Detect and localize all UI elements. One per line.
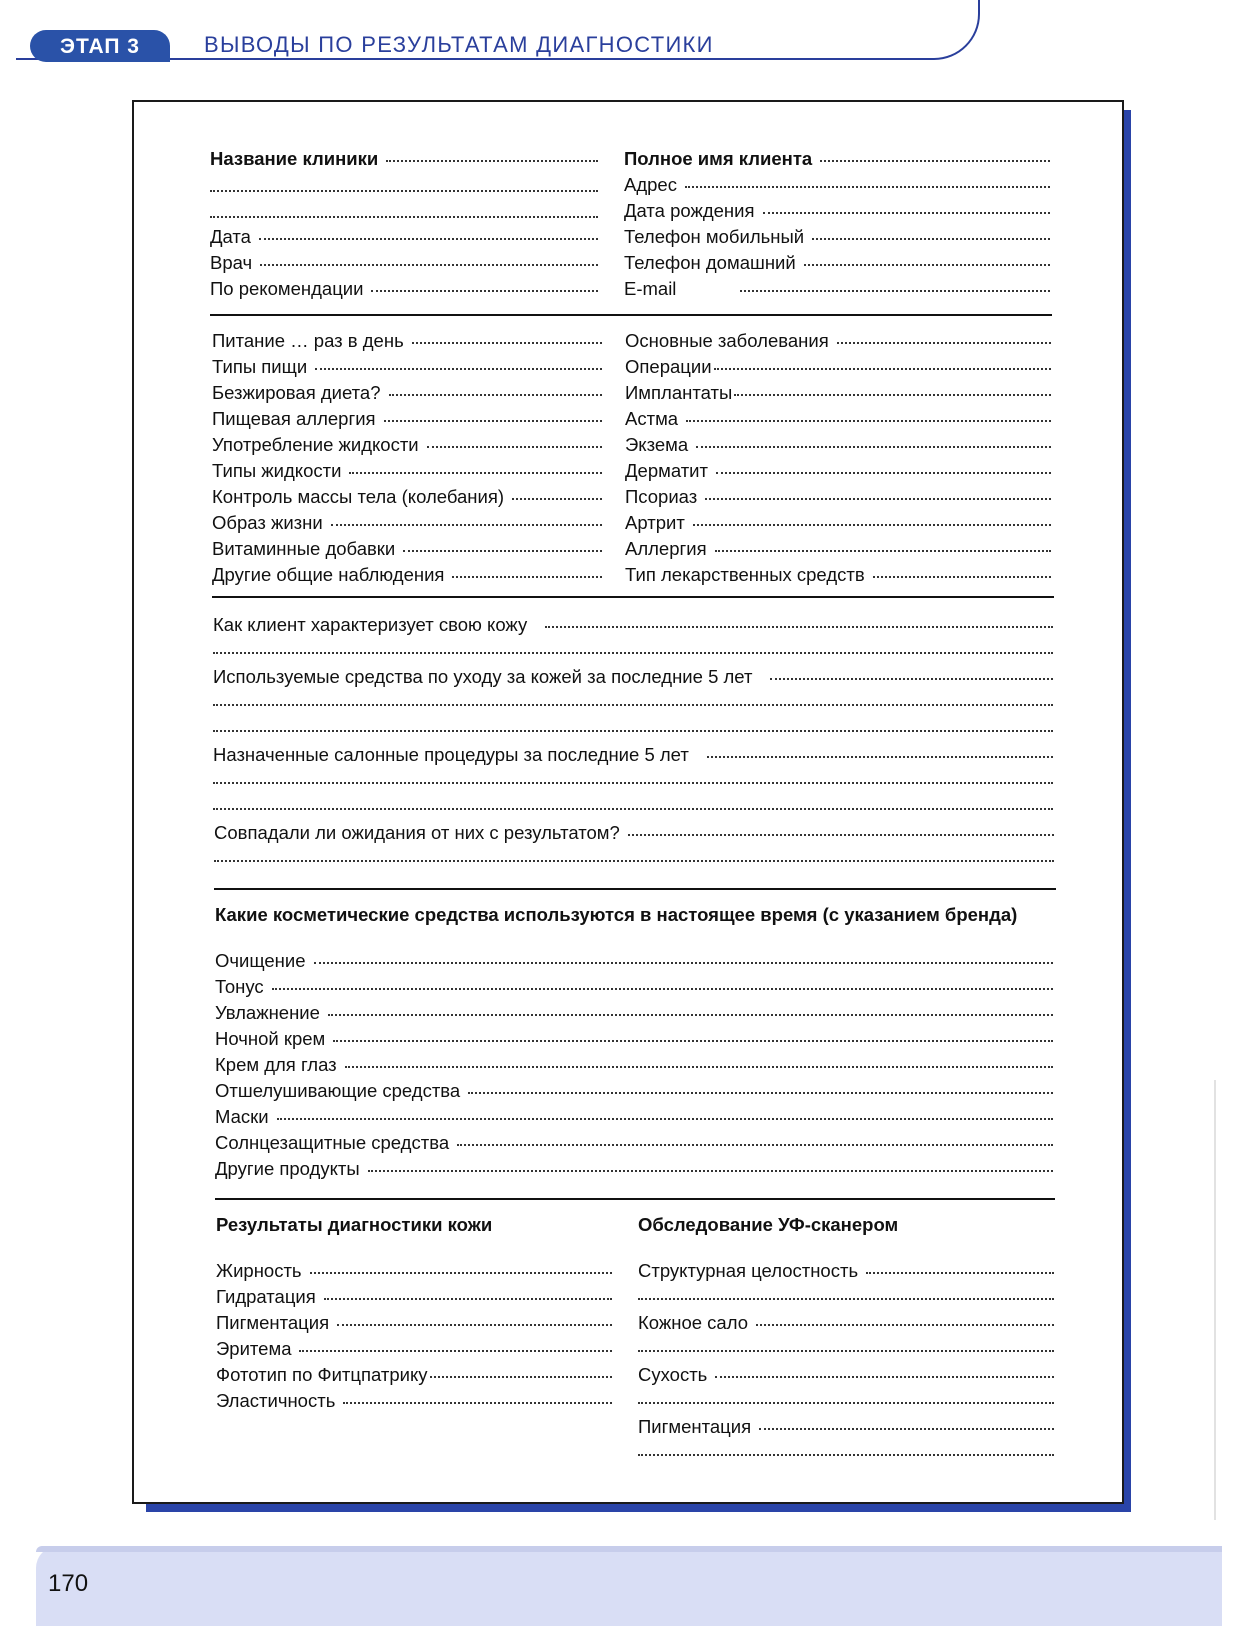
field-oiliness[interactable] xyxy=(216,1260,612,1282)
field-fluid-intake[interactable] xyxy=(212,434,602,456)
field-structural-integrity[interactable] xyxy=(638,1260,1054,1282)
field-label: Как клиент характеризует свою кожу xyxy=(213,614,528,635)
field-mobile-phone[interactable] xyxy=(624,226,1050,248)
field-label: Пигментация xyxy=(638,1416,752,1437)
field-clinic-name[interactable] xyxy=(210,148,598,170)
field-label: Адрес xyxy=(624,174,677,195)
field-label: Дерматит xyxy=(625,460,708,481)
field-label: Тип лекарственных средств xyxy=(625,564,865,585)
field-home-phone[interactable] xyxy=(624,252,1050,274)
field-hydration[interactable] xyxy=(216,1286,612,1308)
section-divider xyxy=(214,888,1056,890)
diagnostics-form xyxy=(132,100,1124,1504)
field-meals-per-day[interactable] xyxy=(212,330,602,352)
field-psoriasis[interactable] xyxy=(625,486,1051,508)
field-label: Астма xyxy=(625,408,679,429)
field-other-observations[interactable] xyxy=(212,564,602,586)
field-label: Солнцезащитные средства xyxy=(215,1132,450,1153)
field-client-full-name[interactable] xyxy=(624,148,1050,170)
field-address[interactable] xyxy=(624,174,1050,196)
clinic-name-line-2[interactable] xyxy=(210,190,598,192)
field-label: Гидратация xyxy=(216,1286,316,1307)
field-products-last-5-years[interactable] xyxy=(213,666,1053,688)
field-date[interactable] xyxy=(210,226,598,248)
field-eye-cream[interactable] xyxy=(215,1054,1053,1076)
field-fitzpatrick-phototype[interactable] xyxy=(216,1364,612,1386)
clinic-name-line-3[interactable] xyxy=(210,216,598,218)
field-implants[interactable] xyxy=(625,382,1051,404)
uv-scan-title: Обследование УФ-сканером xyxy=(638,1214,899,1235)
field-label: Другие продукты xyxy=(215,1158,360,1179)
field-medication-type[interactable] xyxy=(625,564,1051,586)
procedures-line-2[interactable] xyxy=(213,782,1053,784)
field-label: Образ жизни xyxy=(212,512,323,533)
field-cleansing[interactable] xyxy=(215,950,1053,972)
field-email[interactable] xyxy=(624,278,1050,300)
field-doctor[interactable] xyxy=(210,252,598,274)
field-label: Отшелушивающие средства xyxy=(215,1080,461,1101)
skin-description-line-2[interactable] xyxy=(213,652,1053,654)
field-sunscreen[interactable] xyxy=(215,1132,1053,1154)
field-label: Маски xyxy=(215,1106,269,1127)
field-label: Очищение xyxy=(215,950,306,971)
field-vitamin-supplements[interactable] xyxy=(212,538,602,560)
products-line-2[interactable] xyxy=(213,704,1053,706)
section-divider xyxy=(212,596,1054,598)
dryness-line-2[interactable] xyxy=(638,1402,1054,1404)
page-title: ВЫВОДЫ ПО РЕЗУЛЬТАТАМ ДИАГНОСТИКИ xyxy=(204,32,714,57)
field-referral[interactable] xyxy=(210,278,598,300)
footer-band xyxy=(36,1546,1222,1626)
field-main-diseases[interactable] xyxy=(625,330,1051,352)
field-label: Другие общие наблюдения xyxy=(212,564,445,585)
field-label: Основные заболевания xyxy=(625,330,829,351)
field-label: Контроль массы тела (колебания) xyxy=(212,486,505,507)
field-label: По рекомендации xyxy=(210,278,364,299)
field-surgeries[interactable] xyxy=(625,356,1051,378)
field-other-products[interactable] xyxy=(215,1158,1053,1180)
field-label: Дата рождения xyxy=(624,200,755,221)
field-skin-self-description[interactable] xyxy=(213,614,1053,636)
field-label: Жирность xyxy=(216,1260,302,1281)
products-line-3[interactable] xyxy=(213,730,1053,732)
field-label: Телефон домашний xyxy=(624,252,796,273)
page-edge xyxy=(1214,1080,1216,1520)
field-dermatitis[interactable] xyxy=(625,460,1051,482)
field-masks[interactable] xyxy=(215,1106,1053,1128)
field-expectations-met[interactable] xyxy=(214,822,1054,844)
structural-integrity-line-2[interactable] xyxy=(638,1298,1054,1300)
field-label: Питание … раз в день xyxy=(212,330,404,351)
expectations-line-2[interactable] xyxy=(214,860,1054,862)
field-label: Назначенные салонные процедуры за последние 5 лет xyxy=(213,744,689,765)
section-divider xyxy=(215,1198,1055,1200)
field-food-types[interactable] xyxy=(212,356,602,378)
field-label: Полное имя клиента xyxy=(624,148,813,169)
field-label: Увлажнение xyxy=(215,1002,320,1023)
field-label: Ночной крем xyxy=(215,1028,326,1049)
field-label: Аллергия xyxy=(625,538,707,559)
field-label: Фототип по Фитцпатрику xyxy=(216,1364,428,1385)
field-sebum[interactable] xyxy=(638,1312,1054,1334)
stage-badge: ЭТАП 3 xyxy=(30,30,170,62)
field-label: E-mail xyxy=(624,278,677,299)
procedures-line-3[interactable] xyxy=(213,808,1053,810)
field-birth-date[interactable] xyxy=(624,200,1050,222)
field-weight-control[interactable] xyxy=(212,486,602,508)
field-label: Сухость xyxy=(638,1364,708,1385)
field-eczema[interactable] xyxy=(625,434,1051,456)
field-label: Типы жидкости xyxy=(212,460,342,481)
field-label: Пигментация xyxy=(216,1312,330,1333)
section-divider xyxy=(210,314,1052,316)
field-label: Крем для глаз xyxy=(215,1054,337,1075)
field-arthritis[interactable] xyxy=(625,512,1051,534)
sebum-line-2[interactable] xyxy=(638,1350,1054,1352)
field-label: Тонус xyxy=(215,976,264,997)
field-uv-pigmentation[interactable] xyxy=(638,1416,1054,1438)
field-dryness[interactable] xyxy=(638,1364,1054,1386)
field-label: Безжировая диета? xyxy=(212,382,381,403)
field-label: Кожное сало xyxy=(638,1312,748,1333)
field-night-cream[interactable] xyxy=(215,1028,1053,1050)
field-label: Используемые средства по уходу за кожей за последние 5 лет xyxy=(213,666,753,687)
field-label: Артрит xyxy=(625,512,685,533)
skin-results-title: Результаты диагностики кожи xyxy=(216,1214,493,1235)
field-salon-procedures[interactable] xyxy=(213,744,1053,766)
field-label: Врач xyxy=(210,252,253,273)
field-label: Совпадали ли ожидания от них с результатом? xyxy=(214,822,620,843)
uv-pigmentation-line-2[interactable] xyxy=(638,1454,1054,1456)
field-label: Телефон мобильный xyxy=(624,226,805,247)
field-label: Дата xyxy=(210,226,251,247)
field-allergy[interactable] xyxy=(625,538,1051,560)
field-label: Типы пищи xyxy=(212,356,308,377)
field-label: Употребление жидкости xyxy=(212,434,419,455)
field-erythema[interactable] xyxy=(216,1338,612,1360)
field-label: Структурная целостность xyxy=(638,1260,859,1281)
field-label: Название клиники xyxy=(210,148,379,169)
field-label: Эластичность xyxy=(216,1390,336,1411)
field-label: Витаминные добавки xyxy=(212,538,396,559)
page-number: 170 xyxy=(48,1570,89,1597)
field-exfoliants[interactable] xyxy=(215,1080,1053,1102)
field-toner[interactable] xyxy=(215,976,1053,998)
field-elasticity[interactable] xyxy=(216,1390,612,1412)
field-moisturizing[interactable] xyxy=(215,1002,1053,1024)
field-pigmentation[interactable] xyxy=(216,1312,612,1334)
field-fat-free-diet[interactable] xyxy=(212,382,602,404)
field-food-allergy[interactable] xyxy=(212,408,602,430)
field-label: Пищевая аллергия xyxy=(212,408,376,429)
field-lifestyle[interactable] xyxy=(212,512,602,534)
cosmetics-section-title: Какие косметические средства используются в настоящее время (с указанием бренда) xyxy=(215,904,1018,925)
field-label: Имплантаты xyxy=(625,382,733,403)
field-asthma[interactable] xyxy=(625,408,1051,430)
field-label: Псориаз xyxy=(625,486,698,507)
field-label: Эритема xyxy=(216,1338,292,1359)
field-fluid-types[interactable] xyxy=(212,460,602,482)
field-label: Операции xyxy=(625,356,712,377)
field-label: Экзема xyxy=(625,434,689,455)
